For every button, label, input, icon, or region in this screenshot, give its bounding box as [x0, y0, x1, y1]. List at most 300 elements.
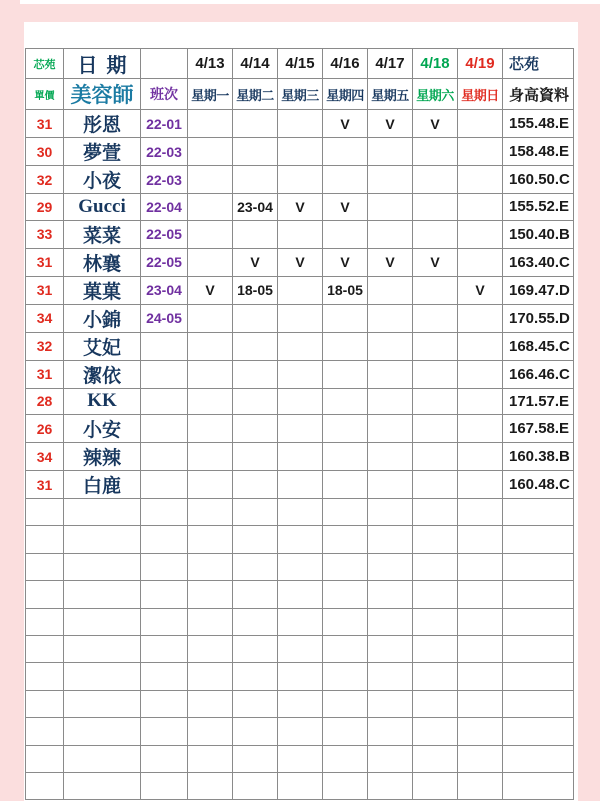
day-cell	[278, 332, 323, 360]
date-column-header-4-19: 4/19	[458, 49, 503, 79]
shift-cell	[141, 332, 188, 360]
height-cell: 166.46.C	[503, 360, 574, 388]
day-cell	[323, 388, 368, 415]
price-cell: 31	[26, 360, 64, 388]
empty-cell	[26, 581, 64, 608]
beautician-row	[26, 138, 574, 166]
weekday-column-header-3: 星期三	[278, 79, 323, 110]
beautician-row	[26, 304, 574, 332]
price-cell: 34	[26, 304, 64, 332]
day-cell: 23-04	[233, 194, 278, 221]
day-cell	[458, 110, 503, 138]
empty-cell	[458, 526, 503, 553]
empty-cell	[413, 772, 458, 799]
empty-cell	[368, 745, 413, 772]
day-cell: V	[458, 276, 503, 304]
height-header-label: 身高資料	[503, 79, 574, 110]
empty-cell	[233, 581, 278, 608]
shift-cell	[141, 471, 188, 499]
empty-cell	[413, 690, 458, 717]
name-cell: 小夜	[64, 166, 141, 194]
empty-cell	[278, 745, 323, 772]
day-cell	[368, 388, 413, 415]
header-row-dates	[26, 49, 574, 79]
day-cell: V	[368, 248, 413, 276]
day-cell	[233, 332, 278, 360]
beautician-row	[26, 332, 574, 360]
day-cell	[278, 276, 323, 304]
empty-cell	[413, 663, 458, 690]
empty-cell	[233, 718, 278, 745]
day-cell	[278, 166, 323, 194]
height-cell: 158.48.E	[503, 138, 574, 166]
day-cell	[368, 220, 413, 248]
empty-cell	[323, 772, 368, 799]
day-cell	[188, 304, 233, 332]
date-column-header-4-14: 4/14	[233, 49, 278, 79]
day-cell	[188, 443, 233, 471]
day-cell	[233, 443, 278, 471]
beautician-header-label: 美容師	[64, 79, 141, 110]
empty-cell	[278, 690, 323, 717]
empty-cell	[233, 553, 278, 580]
beautician-row	[26, 110, 574, 138]
empty-cell	[141, 499, 188, 526]
height-cell: 170.55.D	[503, 304, 574, 332]
day-cell	[413, 471, 458, 499]
empty-cell	[188, 608, 233, 635]
empty-cell	[64, 745, 141, 772]
empty-row	[26, 499, 574, 526]
empty-cell	[188, 690, 233, 717]
weekday-column-header-5: 星期五	[368, 79, 413, 110]
schedule-table	[25, 48, 574, 800]
day-cell	[368, 194, 413, 221]
day-cell	[368, 360, 413, 388]
empty-cell	[368, 526, 413, 553]
beautician-row	[26, 194, 574, 221]
empty-cell	[188, 745, 233, 772]
empty-cell	[188, 553, 233, 580]
day-cell	[458, 415, 503, 443]
empty-cell	[458, 745, 503, 772]
day-cell	[278, 415, 323, 443]
empty-cell	[503, 581, 574, 608]
empty-cell	[413, 499, 458, 526]
corner-top-left-label: 芯苑	[26, 49, 64, 79]
empty-cell	[141, 690, 188, 717]
empty-cell	[458, 608, 503, 635]
paper	[24, 22, 578, 801]
price-cell: 31	[26, 248, 64, 276]
shift-cell	[141, 388, 188, 415]
name-cell: 菓菓	[64, 276, 141, 304]
day-cell	[458, 138, 503, 166]
beautician-row	[26, 360, 574, 388]
price-cell: 31	[26, 110, 64, 138]
day-cell	[323, 304, 368, 332]
day-cell	[458, 332, 503, 360]
height-cell: 155.52.E	[503, 194, 574, 221]
empty-row	[26, 772, 574, 799]
day-cell	[188, 388, 233, 415]
empty-cell	[323, 690, 368, 717]
empty-cell	[26, 772, 64, 799]
empty-cell	[458, 718, 503, 745]
empty-cell	[26, 499, 64, 526]
day-cell	[278, 138, 323, 166]
table-body	[26, 110, 574, 800]
day-cell	[323, 360, 368, 388]
day-cell	[233, 138, 278, 166]
day-cell: 18-05	[323, 276, 368, 304]
empty-row	[26, 745, 574, 772]
height-cell: 171.57.E	[503, 388, 574, 415]
date-column-header-4-16: 4/16	[323, 49, 368, 79]
day-cell	[413, 194, 458, 221]
weekday-column-header-6: 星期六	[413, 79, 458, 110]
empty-row	[26, 690, 574, 717]
day-cell	[278, 471, 323, 499]
empty-cell	[278, 553, 323, 580]
shift-cell: 22-05	[141, 248, 188, 276]
empty-cell	[64, 526, 141, 553]
empty-cell	[503, 635, 574, 662]
beautician-row	[26, 443, 574, 471]
empty-cell	[233, 745, 278, 772]
day-cell	[368, 415, 413, 443]
empty-cell	[278, 635, 323, 662]
name-cell: 白鹿	[64, 471, 141, 499]
day-cell	[458, 443, 503, 471]
empty-cell	[64, 608, 141, 635]
empty-cell	[323, 608, 368, 635]
price-cell: 32	[26, 332, 64, 360]
date-header-label: 日期	[64, 49, 141, 79]
empty-cell	[64, 581, 141, 608]
height-cell: 169.47.D	[503, 276, 574, 304]
empty-cell	[503, 608, 574, 635]
weekday-column-header-2: 星期二	[233, 79, 278, 110]
price-cell: 33	[26, 220, 64, 248]
empty-row	[26, 581, 574, 608]
day-cell	[233, 471, 278, 499]
empty-cell	[64, 499, 141, 526]
empty-cell	[413, 635, 458, 662]
empty-cell	[233, 526, 278, 553]
empty-cell	[141, 608, 188, 635]
empty-cell	[503, 690, 574, 717]
shift-cell: 22-05	[141, 220, 188, 248]
empty-cell	[278, 663, 323, 690]
day-cell	[188, 332, 233, 360]
day-cell	[233, 220, 278, 248]
beautician-row	[26, 415, 574, 443]
day-cell	[278, 388, 323, 415]
empty-cell	[368, 553, 413, 580]
day-cell: V	[278, 194, 323, 221]
empty-cell	[233, 690, 278, 717]
beautician-row	[26, 276, 574, 304]
day-cell	[233, 166, 278, 194]
price-cell: 29	[26, 194, 64, 221]
price-cell: 31	[26, 276, 64, 304]
price-header-label: 單價	[26, 79, 64, 110]
empty-cell	[278, 499, 323, 526]
shift-cell: 22-01	[141, 110, 188, 138]
day-cell	[278, 220, 323, 248]
empty-cell	[233, 663, 278, 690]
empty-cell	[278, 718, 323, 745]
day-cell	[278, 443, 323, 471]
empty-cell	[188, 635, 233, 662]
day-cell	[413, 166, 458, 194]
day-cell	[458, 248, 503, 276]
empty-cell	[141, 635, 188, 662]
empty-cell	[503, 718, 574, 745]
empty-cell	[64, 663, 141, 690]
date-column-header-4-15: 4/15	[278, 49, 323, 79]
weekday-column-header-7: 星期日	[458, 79, 503, 110]
empty-cell	[26, 745, 64, 772]
empty-cell	[64, 718, 141, 745]
empty-row	[26, 635, 574, 662]
empty-cell	[323, 718, 368, 745]
name-cell: 彤恩	[64, 110, 141, 138]
empty-cell	[64, 553, 141, 580]
day-cell	[323, 138, 368, 166]
empty-cell	[323, 526, 368, 553]
day-cell	[413, 443, 458, 471]
empty-row	[26, 663, 574, 690]
day-cell	[233, 110, 278, 138]
day-cell	[323, 471, 368, 499]
day-cell	[188, 110, 233, 138]
price-cell: 32	[26, 166, 64, 194]
empty-cell	[368, 690, 413, 717]
empty-row	[26, 608, 574, 635]
shift-cell: 22-03	[141, 166, 188, 194]
beautician-row	[26, 166, 574, 194]
empty-cell	[368, 499, 413, 526]
day-cell: 18-05	[233, 276, 278, 304]
weekday-column-header-1: 星期一	[188, 79, 233, 110]
name-cell: 辣辣	[64, 443, 141, 471]
day-cell	[233, 360, 278, 388]
day-cell	[458, 220, 503, 248]
day-cell	[368, 166, 413, 194]
empty-cell	[188, 526, 233, 553]
day-cell	[458, 388, 503, 415]
price-cell: 26	[26, 415, 64, 443]
empty-cell	[368, 718, 413, 745]
empty-cell	[26, 690, 64, 717]
empty-cell	[413, 581, 458, 608]
name-cell: 小錦	[64, 304, 141, 332]
empty-cell	[188, 772, 233, 799]
day-cell	[458, 194, 503, 221]
empty-cell	[323, 553, 368, 580]
day-cell: V	[413, 248, 458, 276]
empty-cell	[503, 772, 574, 799]
day-cell	[188, 138, 233, 166]
day-cell	[458, 166, 503, 194]
day-cell	[368, 471, 413, 499]
empty-cell	[413, 553, 458, 580]
empty-cell	[413, 526, 458, 553]
shift-header-blank	[141, 49, 188, 79]
shift-cell	[141, 443, 188, 471]
day-cell	[323, 166, 368, 194]
empty-cell	[278, 581, 323, 608]
date-column-header-4-13: 4/13	[188, 49, 233, 79]
shift-cell: 22-04	[141, 194, 188, 221]
day-cell	[188, 471, 233, 499]
empty-cell	[413, 608, 458, 635]
shift-cell: 23-04	[141, 276, 188, 304]
shift-cell: 24-05	[141, 304, 188, 332]
beautician-row	[26, 388, 574, 415]
day-cell	[458, 471, 503, 499]
empty-cell	[141, 526, 188, 553]
beautician-row	[26, 471, 574, 499]
day-cell	[323, 220, 368, 248]
height-cell: 155.48.E	[503, 110, 574, 138]
empty-cell	[64, 772, 141, 799]
empty-cell	[278, 608, 323, 635]
day-cell	[413, 138, 458, 166]
day-cell: V	[278, 248, 323, 276]
empty-cell	[188, 499, 233, 526]
empty-cell	[26, 608, 64, 635]
top-white-strip	[20, 0, 600, 4]
header-row-weekdays	[26, 79, 574, 110]
empty-cell	[141, 745, 188, 772]
day-cell	[233, 388, 278, 415]
empty-cell	[368, 772, 413, 799]
empty-cell	[278, 772, 323, 799]
day-cell	[368, 276, 413, 304]
empty-cell	[503, 526, 574, 553]
day-cell	[413, 388, 458, 415]
empty-cell	[503, 553, 574, 580]
empty-cell	[141, 718, 188, 745]
day-cell	[458, 360, 503, 388]
day-cell	[323, 443, 368, 471]
empty-cell	[368, 663, 413, 690]
day-cell	[413, 415, 458, 443]
empty-cell	[26, 663, 64, 690]
day-cell	[188, 166, 233, 194]
empty-cell	[26, 635, 64, 662]
name-cell: 艾妃	[64, 332, 141, 360]
name-cell: 夢萱	[64, 138, 141, 166]
day-cell	[233, 415, 278, 443]
shift-cell: 22-03	[141, 138, 188, 166]
empty-cell	[503, 745, 574, 772]
day-cell	[413, 332, 458, 360]
day-cell	[278, 304, 323, 332]
day-cell	[368, 304, 413, 332]
shift-cell	[141, 360, 188, 388]
empty-cell	[503, 663, 574, 690]
day-cell	[188, 220, 233, 248]
price-cell: 30	[26, 138, 64, 166]
empty-cell	[188, 718, 233, 745]
name-cell: 潔依	[64, 360, 141, 388]
day-cell	[458, 304, 503, 332]
empty-cell	[458, 499, 503, 526]
day-cell: V	[188, 276, 233, 304]
day-cell	[413, 304, 458, 332]
day-cell	[368, 332, 413, 360]
day-cell	[413, 276, 458, 304]
empty-cell	[64, 635, 141, 662]
empty-cell	[368, 635, 413, 662]
day-cell: V	[323, 110, 368, 138]
height-cell: 160.38.B	[503, 443, 574, 471]
day-cell	[188, 415, 233, 443]
height-cell: 160.50.C	[503, 166, 574, 194]
day-cell	[413, 360, 458, 388]
empty-cell	[233, 608, 278, 635]
empty-cell	[188, 663, 233, 690]
day-cell: V	[323, 194, 368, 221]
day-cell	[188, 360, 233, 388]
empty-cell	[503, 499, 574, 526]
empty-cell	[141, 553, 188, 580]
empty-cell	[278, 526, 323, 553]
name-cell: KK	[64, 388, 141, 415]
day-cell: V	[233, 248, 278, 276]
day-cell	[278, 110, 323, 138]
empty-cell	[413, 718, 458, 745]
price-cell: 34	[26, 443, 64, 471]
empty-row	[26, 553, 574, 580]
day-cell	[368, 443, 413, 471]
name-cell: 菜菜	[64, 220, 141, 248]
empty-cell	[188, 581, 233, 608]
beautician-row	[26, 220, 574, 248]
name-cell: Gucci	[64, 194, 141, 221]
day-cell	[323, 332, 368, 360]
day-cell	[188, 248, 233, 276]
empty-cell	[26, 553, 64, 580]
empty-cell	[458, 553, 503, 580]
empty-cell	[141, 581, 188, 608]
day-cell	[278, 360, 323, 388]
empty-cell	[26, 526, 64, 553]
day-cell: V	[368, 110, 413, 138]
day-cell: V	[413, 110, 458, 138]
height-cell: 163.40.C	[503, 248, 574, 276]
date-column-header-4-17: 4/17	[368, 49, 413, 79]
empty-cell	[368, 581, 413, 608]
empty-cell	[141, 663, 188, 690]
empty-cell	[233, 635, 278, 662]
empty-cell	[323, 745, 368, 772]
empty-cell	[458, 581, 503, 608]
weekday-column-header-4: 星期四	[323, 79, 368, 110]
day-cell	[233, 304, 278, 332]
empty-cell	[26, 718, 64, 745]
day-cell	[323, 415, 368, 443]
name-cell: 林襄	[64, 248, 141, 276]
empty-cell	[323, 663, 368, 690]
shift-header-label: 班次	[141, 79, 188, 110]
empty-cell	[323, 581, 368, 608]
empty-row	[26, 718, 574, 745]
